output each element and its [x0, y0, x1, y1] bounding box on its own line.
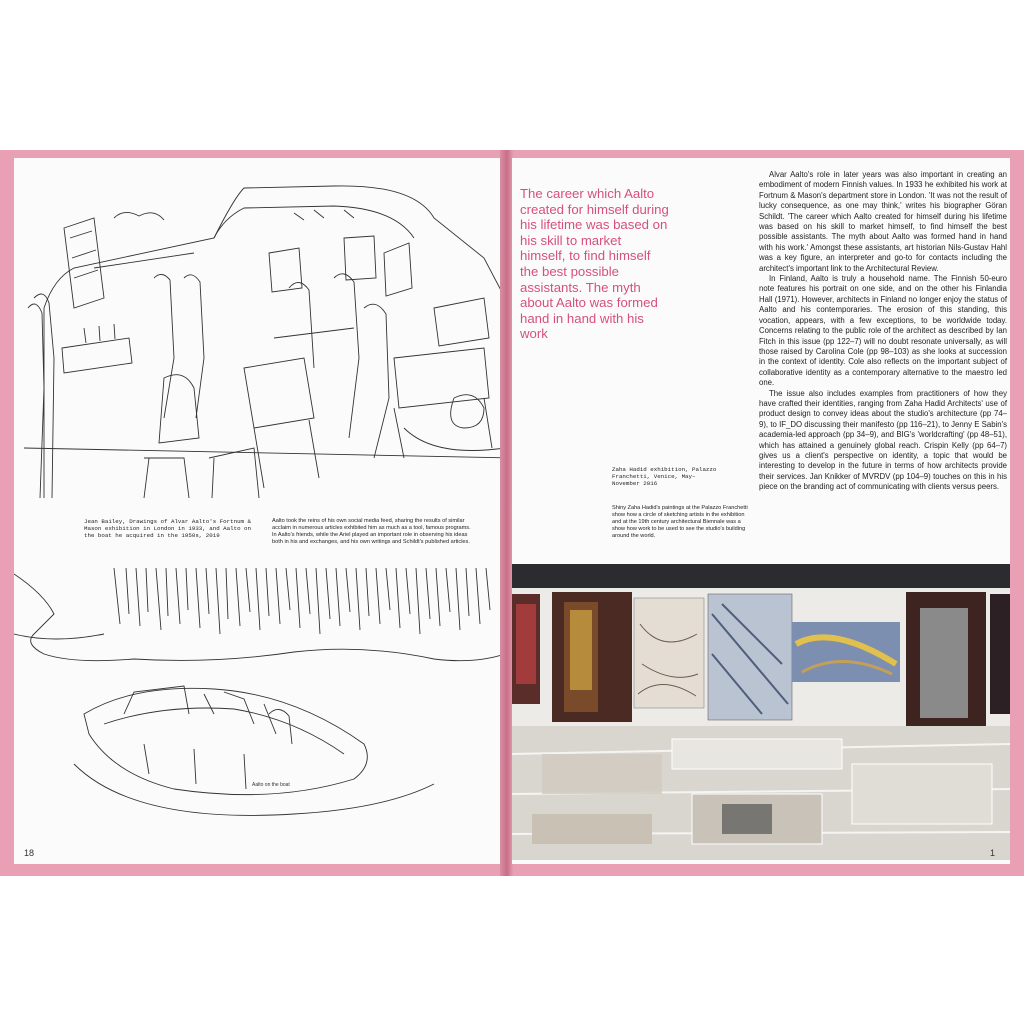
magazine-spread: [0, 150, 1024, 876]
right-page-number: 1: [990, 848, 996, 858]
svg-text:Aalto on the boat: Aalto on the boat: [252, 782, 290, 788]
exhibition-gallery-photo: [512, 564, 1010, 860]
left-page: [14, 158, 505, 864]
right-page: [512, 158, 1010, 864]
right-caption-body: Shiny Zaha Hadid's paintings at the Palazzo Franchetti show how a circle of sketching artists in the exhibition and at the 19th century architectural Biennale was a show how work to be used to see the studio's building around the world.: [612, 505, 748, 539]
left-page-number: 18: [24, 848, 35, 858]
pull-quote: The career which Aalto created for himself during his lifetime was based on his skill to market himself, to find himself the best possible assistants. The myth about Aalto was formed hand in hand with his work: [520, 186, 669, 342]
left-caption-body: Aalto took the reins of his own social media feed, sharing the results of similar acclaim in numerous articles exhibited him as much as a tool, famous programs. In Aalto's friends, while the Ariel played an important role in observing his ideas both in his and exchanges, and his own writings and Schildt's published articles.: [272, 518, 471, 545]
exhibition-drawing-illustration: [14, 158, 505, 498]
right-caption-mono: Zaha Hadid exhibition, Palazzo Franchetti, Venice, May–November 2016: [612, 466, 717, 487]
left-caption-mono: Jean Bailey, Drawings of Alvar Aalto's Fortnum & Mason exhibition in London in 1933, and Aalto on the boat he acquired in the 1950s, 2019: [84, 518, 251, 539]
body-paragraph: Alvar Aalto's role in later years was also important in creating an embodiment of modern Finnish values. In 1933 he exhibited his work at Fortnum & Mason's department store in London. 'It was not the result of lucky consequence, as one may think,' writes his biographer Göran Schildt. 'The career which Aalto created for himself during his lifetime was based on his skill to market himself, to find himself the best possible assistants. The myth about Aalto was formed hand in hand with his work.' Amongst these assistants, art historian Nils-Gustav Hahl was a key figure, an interpreter and go-to for contacts including the architect's important link to the Architectural Review.: [759, 170, 1007, 273]
boat-drawing-illustration: [14, 564, 505, 854]
body-paragraph: In Finland, Aalto is truly a household name. The Finnish 50-euro note features his portrait on one side, and on the other his Finlandia Hall (1971). However, architects in Finland no longer enjoy the status of Aalto and his contemporaries. The erosion of this standing, this vocation, appears, with a few exceptions, to be worldwide today. Concerns relating to the public role of the architect as described by Ian Fitch in this issue (pp 122–7) will no doubt resonate universally, as will those raised by Carolina Cole (pp 98–103) as she looks at succession in the context of identity. Cole also reflects on the important subject of collaborative identity as a contemporary alternative to the maestro led one.: [759, 274, 1007, 388]
article-body: [759, 170, 1007, 493]
body-paragraph: The issue also includes examples from practitioners of how they have crafted their identities, ranging from Zaha Hadid Architects' use of product design to convey ideas about the studio's architecture (pp 74–9), to IF_DO discussing their manifesto (pp 116–21), to Jenny E Sabin's academia-led approach (pp 34–9), and BIG's 'worldcrafting' (pp 48–51), which has attained a genuinely global reach. Crispin Kelly (pp 64–7) gives us a client's perspective on identity, a topic that would be interesting to develop in the future in terms of how architects provide their services. Jan Knikker of MVRDV (pp 104–9) touches on this in his piece on the branding act of communicating with clients versus peers.: [759, 388, 1007, 492]
